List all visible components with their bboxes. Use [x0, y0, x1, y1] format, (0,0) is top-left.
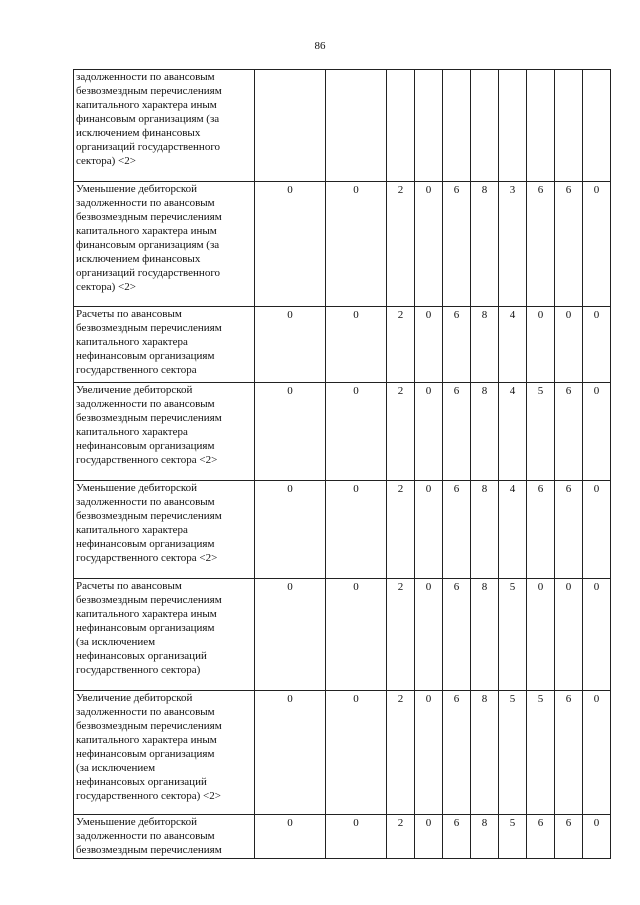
code-digit-cell: 0: [255, 815, 326, 859]
code-digit-cell: 6: [555, 383, 583, 481]
code-digit-cell: 2: [387, 182, 415, 307]
row-description: Уменьшение дебиторской задолженности по авансовым безвозмездным перечислениям: [74, 815, 255, 859]
code-digit-cell: [527, 70, 555, 182]
code-digit-cell: [555, 70, 583, 182]
code-digit-cell: 6: [555, 691, 583, 815]
code-digit-cell: 0: [415, 691, 443, 815]
code-digit-cell: [471, 70, 499, 182]
code-digit-cell: 5: [499, 579, 527, 691]
code-digit-cell: 0: [326, 691, 387, 815]
table-row: [74, 579, 611, 691]
code-digit-cell: 0: [326, 182, 387, 307]
code-digit-cell: 8: [471, 481, 499, 579]
code-digit-cell: 0: [555, 579, 583, 691]
code-digit-cell: 6: [555, 481, 583, 579]
code-digit-cell: 0: [415, 481, 443, 579]
row-description: Увеличение дебиторской задолженности по авансовым безвозмездным перечислениям капитального характера иным нефинансовым организациям (за исключением нефинансовых организаций государственного сектора) <2>: [74, 691, 255, 815]
code-digit-cell: 6: [527, 481, 555, 579]
code-digit-cell: [443, 70, 471, 182]
row-description: задолженности по авансовым безвозмездным перечислениям капитального характера иным финансовым организациям (за исключением финансовых организаций государственного сектора) <2>: [74, 70, 255, 182]
code-digit-cell: 0: [255, 691, 326, 815]
code-digit-cell: 0: [527, 307, 555, 383]
code-digit-cell: 8: [471, 383, 499, 481]
code-digit-cell: 6: [443, 579, 471, 691]
code-digit-cell: 0: [255, 383, 326, 481]
code-digit-cell: 0: [415, 182, 443, 307]
code-digit-cell: 0: [583, 691, 611, 815]
code-digit-cell: 8: [471, 579, 499, 691]
code-digit-cell: 0: [583, 815, 611, 859]
code-digit-cell: 0: [326, 307, 387, 383]
table-row: [74, 815, 611, 859]
code-digit-cell: 6: [527, 182, 555, 307]
table-row: [74, 481, 611, 579]
code-digit-cell: [583, 70, 611, 182]
code-table: [73, 69, 611, 859]
code-digit-cell: 0: [326, 579, 387, 691]
code-digit-cell: 8: [471, 691, 499, 815]
code-digit-cell: 0: [326, 815, 387, 859]
code-digit-cell: 6: [443, 691, 471, 815]
row-description: Уменьшение дебиторской задолженности по авансовым безвозмездным перечислениям капитального характера нефинансовым организациям государственного сектора <2>: [74, 481, 255, 579]
code-digit-cell: 6: [443, 815, 471, 859]
code-digit-cell: 0: [527, 579, 555, 691]
code-digit-cell: [255, 70, 326, 182]
code-digit-cell: 8: [471, 182, 499, 307]
code-digit-cell: 6: [443, 182, 471, 307]
code-digit-cell: 0: [255, 481, 326, 579]
code-digit-cell: 5: [499, 815, 527, 859]
code-digit-cell: 5: [527, 383, 555, 481]
code-digit-cell: 5: [499, 691, 527, 815]
code-digit-cell: 0: [583, 307, 611, 383]
code-digit-cell: 0: [415, 383, 443, 481]
row-description: Увеличение дебиторской задолженности по авансовым безвозмездным перечислениям капитального характера нефинансовым организациям государственного сектора <2>: [74, 383, 255, 481]
code-digit-cell: [499, 70, 527, 182]
code-digit-cell: 0: [326, 481, 387, 579]
code-digit-cell: 5: [527, 691, 555, 815]
table-row: [74, 691, 611, 815]
table-row: [74, 70, 611, 182]
code-digit-cell: 2: [387, 579, 415, 691]
code-digit-cell: 0: [255, 182, 326, 307]
code-digit-cell: 0: [255, 307, 326, 383]
code-digit-cell: 6: [527, 815, 555, 859]
code-digit-cell: 0: [583, 481, 611, 579]
code-digit-cell: 0: [583, 383, 611, 481]
code-digit-cell: 0: [415, 307, 443, 383]
code-digit-cell: [326, 70, 387, 182]
code-digit-cell: 2: [387, 307, 415, 383]
code-digit-cell: 6: [555, 182, 583, 307]
table-body: [74, 70, 611, 859]
table-row: [74, 383, 611, 481]
code-digit-cell: 0: [255, 579, 326, 691]
code-digit-cell: 0: [326, 383, 387, 481]
code-digit-cell: [415, 70, 443, 182]
table-row: [74, 182, 611, 307]
code-digit-cell: 4: [499, 383, 527, 481]
table-row: [74, 307, 611, 383]
code-digit-cell: 0: [415, 815, 443, 859]
row-description: Уменьшение дебиторской задолженности по авансовым безвозмездным перечислениям капитального характера иным финансовым организациям (за исключением финансовых организаций государственного сектора) <2>: [74, 182, 255, 307]
code-digit-cell: 8: [471, 307, 499, 383]
row-description: Расчеты по авансовым безвозмездным перечислениям капитального характера нефинансовым организациям государственного сектора: [74, 307, 255, 383]
code-digit-cell: 3: [499, 182, 527, 307]
code-digit-cell: 4: [499, 307, 527, 383]
code-digit-cell: 2: [387, 481, 415, 579]
code-digit-cell: 6: [443, 307, 471, 383]
code-digit-cell: 2: [387, 383, 415, 481]
code-digit-cell: 8: [471, 815, 499, 859]
code-digit-cell: 6: [555, 815, 583, 859]
code-digit-cell: 2: [387, 815, 415, 859]
code-digit-cell: 0: [583, 182, 611, 307]
page-number: 86: [314, 40, 326, 52]
code-digit-cell: 6: [443, 383, 471, 481]
code-digit-cell: 2: [387, 691, 415, 815]
code-digit-cell: [387, 70, 415, 182]
code-digit-cell: 6: [443, 481, 471, 579]
code-digit-cell: 0: [583, 579, 611, 691]
code-digit-cell: 0: [415, 579, 443, 691]
row-description: Расчеты по авансовым безвозмездным перечислениям капитального характера иным нефинансовым организациям (за исключением нефинансовых организаций государственного сектора): [74, 579, 255, 691]
code-digit-cell: 0: [555, 307, 583, 383]
code-digit-cell: 4: [499, 481, 527, 579]
